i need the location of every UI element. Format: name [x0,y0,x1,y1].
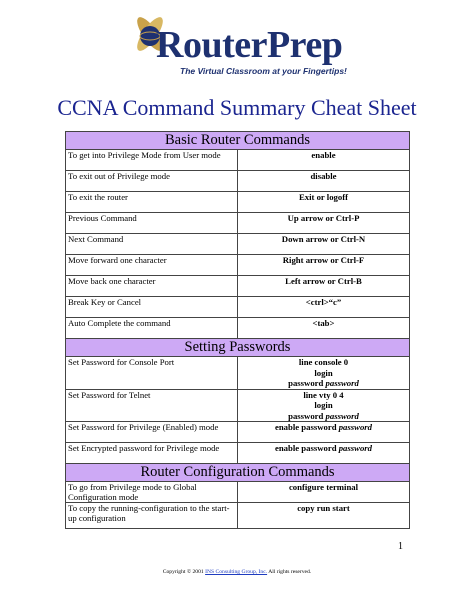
command-line: Right arrow or Ctrl-F [282,255,365,265]
command-description: Set Password for Telnet [66,389,238,422]
page-title: CCNA Command Summary Cheat Sheet [57,95,417,120]
table-row [66,255,410,276]
table-row [66,276,410,297]
logo-tagline: The Virtual Classroom at your Fingertips! [180,66,347,76]
command-table [65,131,410,529]
command-syntax [238,297,410,318]
command-syntax [238,150,410,171]
command-line: Down arrow or Ctrl-N [281,234,366,244]
command-syntax [238,192,410,213]
command-line: copy run start [297,503,350,513]
table-row [66,389,410,422]
command-line: password password [288,378,359,388]
command-description: To exit the router [66,192,238,213]
command-line: disable [310,171,337,181]
command-line: login [314,367,333,378]
command-description: Move back one character [66,276,238,297]
command-syntax [238,255,410,276]
command-syntax [238,503,410,529]
table-row [66,192,410,213]
command-syntax [238,443,410,464]
command-line: enable password password [274,422,373,432]
command-description: Next Command [66,234,238,255]
section-heading: Basic Router Commands [66,132,410,150]
command-line: Left arrow or Ctrl-B [285,276,362,286]
company-link[interactable]: INS Consulting Group, Inc. [205,569,268,575]
table-row [66,297,410,318]
table-row [66,422,410,443]
copyright-text: Copyright © 2001 [162,569,204,575]
table-row [66,357,410,390]
command-line: <ctrl>“c” [305,297,342,307]
table-row [66,234,410,255]
command-line: <tab> [312,318,335,328]
command-syntax [238,389,410,422]
section-header-row [66,464,410,482]
table-row [66,318,410,339]
section-heading: Router Configuration Commands [66,464,410,482]
command-syntax [238,357,410,390]
command-description: To get into Privilege Mode from User mode [66,150,238,171]
copyright-footer [0,569,474,575]
command-line: enable [311,150,336,160]
command-syntax [238,422,410,443]
command-line: password password [288,410,359,421]
command-description: To copy the running-configuration to the start-up configuration [66,503,238,529]
command-line: enable password password [274,443,373,453]
command-description: Move forward one character [66,255,238,276]
command-syntax [238,213,410,234]
command-line: login [314,400,333,410]
table-row [66,482,410,503]
table-row [66,443,410,464]
table-row [66,503,410,529]
command-description: Previous Command [66,213,238,234]
command-syntax [238,234,410,255]
command-description: Set Password for Console Port [66,357,238,390]
command-description: Break Key or Cancel [66,297,238,318]
section-heading: Setting Passwords [66,339,410,357]
logo-wordmark: RouterPrep [156,24,343,66]
command-description: Set Encrypted password for Privilege mode [66,443,238,464]
command-description: To exit out of Privilege mode [66,171,238,192]
section-header-row [66,339,410,357]
command-description: Set Password for Privilege (Enabled) mode [66,422,238,443]
table-row [66,171,410,192]
routerprep-logo [128,14,348,80]
command-description: Auto Complete the command [66,318,238,339]
command-syntax [238,482,410,503]
command-line: Up arrow or Ctrl-P [287,213,360,223]
command-syntax [238,276,410,297]
command-syntax [238,318,410,339]
command-syntax [238,171,410,192]
command-line: Exit or logoff [298,192,349,202]
table-row [66,150,410,171]
command-line: configure terminal [288,482,359,492]
command-line: line console 0 [298,357,349,367]
command-description: To go from Privilege mode to Global Configuration mode [66,482,238,503]
page-number: 1 [398,541,403,552]
rights-text: All rights reserved. [268,569,312,575]
command-line: line vty 0 4 [303,389,344,400]
section-header-row [66,132,410,150]
table-row [66,213,410,234]
